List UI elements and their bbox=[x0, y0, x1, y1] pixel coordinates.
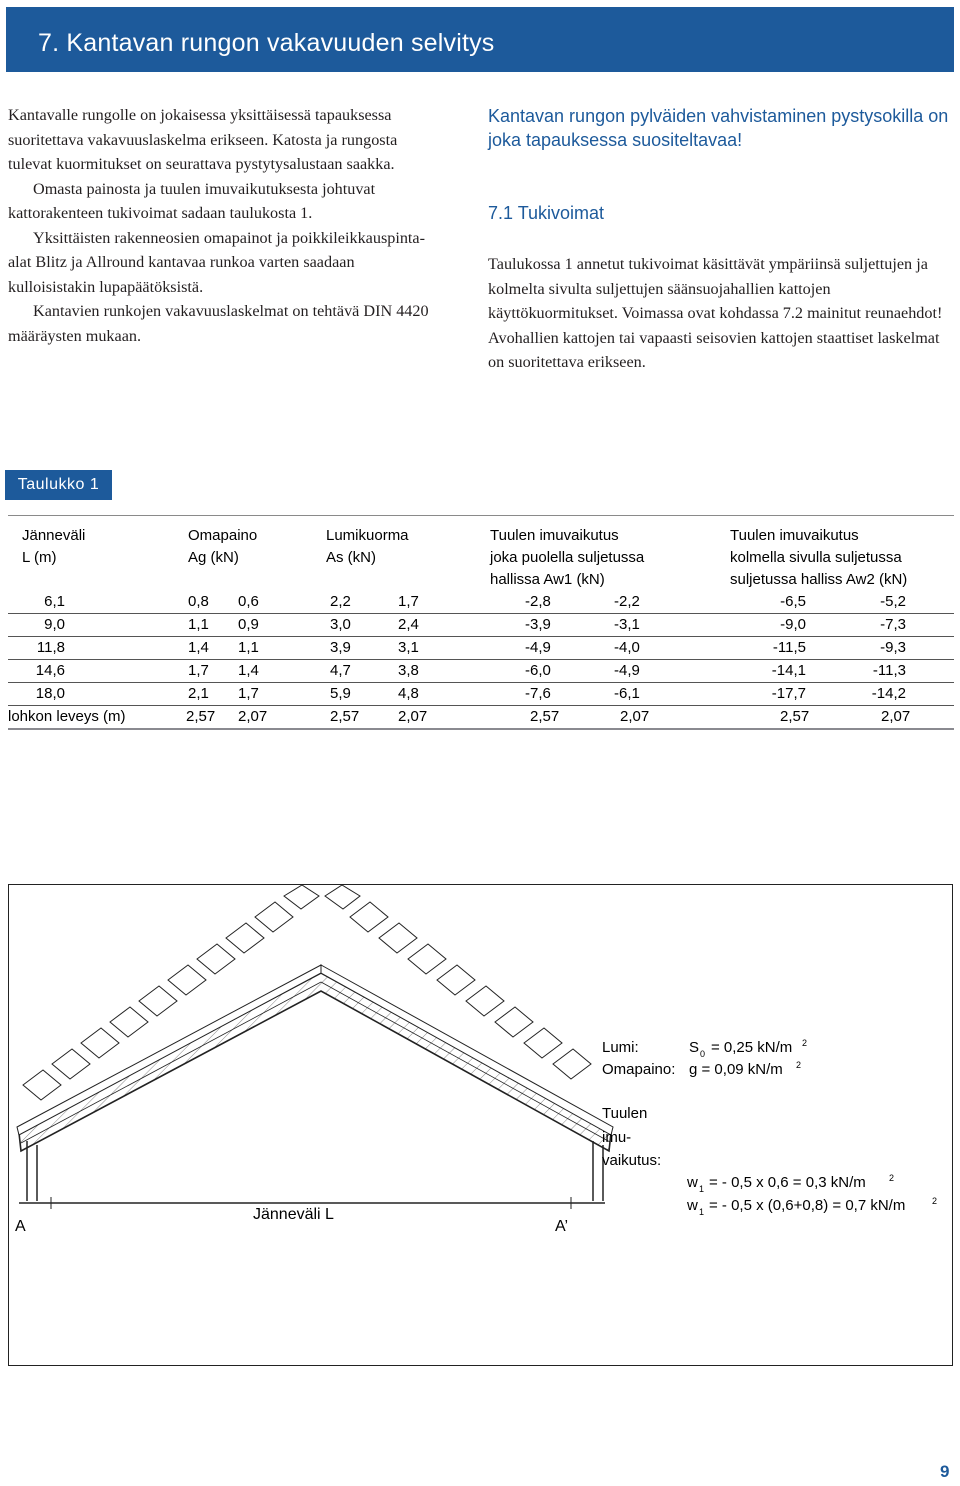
left-paragraph-4: Kantavien runkojen vakavuuslaskelmat on tehtävä DIN 4420 määräysten mukaan. bbox=[8, 302, 429, 345]
page-number: 9 bbox=[940, 1462, 950, 1481]
cell-width-6: 2,07 bbox=[620, 708, 650, 725]
cell-snow-as2: 3,8 bbox=[398, 662, 419, 679]
cell-snow-as: 4,7 bbox=[330, 662, 351, 679]
cell-snow-as2: 4,8 bbox=[398, 685, 419, 702]
header-dead-line-1: Omapaino bbox=[188, 527, 258, 544]
cell-dead-ag2: 0,9 bbox=[238, 616, 259, 633]
header-span bbox=[22, 525, 85, 569]
table-top-rule bbox=[8, 515, 954, 516]
header-snow-line-2: As (kN) bbox=[326, 549, 376, 566]
cell-snow-as: 3,0 bbox=[330, 616, 351, 633]
header-snow-line-1: Lumikuorma bbox=[326, 527, 409, 544]
cell-wind1-b: -3,1 bbox=[614, 616, 640, 633]
cell-span: 18,0 bbox=[35, 685, 65, 702]
cell-span: 14,6 bbox=[35, 662, 65, 679]
table-tag: Taulukko 1 bbox=[5, 470, 112, 500]
w2-symbol: w bbox=[687, 1197, 698, 1214]
cell-wind1-a: -6,0 bbox=[525, 662, 551, 679]
header-wind2-line-2: kolmella sivulla suljetussa bbox=[730, 549, 902, 566]
cell-snow-as2: 3,1 bbox=[398, 639, 419, 656]
cell-wind2-b: -11,3 bbox=[872, 662, 906, 679]
cell-wind2-a: -9,0 bbox=[780, 616, 806, 633]
tuulen-label: Tuulen bbox=[602, 1105, 648, 1122]
left-paragraph-3: Yksittäisten rakenneosien omapainot ja poikkileikkauspinta-alat Blitz ja Allround kantavaa runkoa varten saadaan kulloisistakin lupapäätöksistä. bbox=[8, 228, 426, 296]
left-column bbox=[8, 103, 438, 348]
table-row bbox=[8, 683, 954, 706]
table-row bbox=[8, 660, 954, 683]
span-label: Jänneväli L bbox=[253, 1206, 334, 1223]
page-title: 7. Kantavan rungon vakavuuden selvitys bbox=[38, 29, 495, 57]
cell-dead-ag2: 0,6 bbox=[238, 593, 259, 610]
w1-subscript: 1 bbox=[699, 1184, 705, 1194]
lumi-label: Lumi: bbox=[602, 1039, 639, 1056]
header-wind1-line-1: Tuulen imuvaikutus bbox=[490, 527, 619, 544]
cell-wind2-b: -9,3 bbox=[880, 639, 906, 656]
end-posts bbox=[27, 1141, 603, 1201]
snow-unit-sup: 2 bbox=[802, 1038, 808, 1048]
left-paragraph-2: Omasta painosta ja tuulen imuvaikutuksesta johtuvat kattorakenteen tukivoimat sadaan taulukosta 1. bbox=[8, 179, 376, 222]
cell-wind2-a: -6,5 bbox=[780, 593, 806, 610]
cell-dead-ag: 1,7 bbox=[188, 662, 209, 679]
header-snow-load bbox=[326, 525, 409, 569]
load-legend bbox=[602, 1038, 937, 1217]
cell-snow-as: 2,2 bbox=[330, 593, 351, 610]
cell-wind2-a: -14,1 bbox=[771, 662, 806, 679]
roof-diagram-frame bbox=[8, 884, 953, 1366]
header-wind2-line-1: Tuulen imuvaikutus bbox=[730, 527, 859, 544]
cell-wind1-a: -2,8 bbox=[525, 593, 551, 610]
wind1-unit-sup: 2 bbox=[889, 1173, 895, 1183]
header-wind-1 bbox=[490, 525, 644, 591]
omapaino-label: Omapaino: bbox=[602, 1061, 676, 1078]
cell-width-1: 2,57 bbox=[186, 708, 216, 725]
dead-unit-sup: 2 bbox=[796, 1060, 802, 1070]
cell-width-2: 2,07 bbox=[238, 708, 268, 725]
cell-snow-as2: 2,4 bbox=[398, 616, 419, 633]
header-wind2-line-3: suljetussa halliss Aw2 (kN) bbox=[730, 571, 908, 588]
label-a-prime: A’ bbox=[555, 1218, 569, 1235]
cell-dead-ag: 1,1 bbox=[188, 616, 209, 633]
cell-wind2-b: -14,2 bbox=[871, 685, 906, 702]
header-dead-line-2: Ag (kN) bbox=[188, 549, 239, 566]
header-wind1-line-3: hallissa Aw1 (kN) bbox=[490, 571, 605, 588]
cell-dead-ag2: 1,7 bbox=[238, 685, 259, 702]
roof-diagram bbox=[9, 885, 954, 1367]
cell-snow-as: 3,9 bbox=[330, 639, 351, 656]
roof-truss bbox=[19, 973, 611, 1151]
cell-width-label: lohkon leveys (m) bbox=[8, 708, 126, 725]
s-subscript: 0 bbox=[700, 1049, 706, 1059]
cell-span: 6,1 bbox=[44, 593, 65, 610]
cell-width-8: 2,07 bbox=[881, 708, 911, 725]
cell-width-4: 2,07 bbox=[398, 708, 428, 725]
header-bar bbox=[6, 7, 954, 72]
header-span-line-2: L (m) bbox=[22, 549, 57, 566]
cell-wind1-a: -7,6 bbox=[525, 685, 551, 702]
cell-wind1-b: -2,2 bbox=[614, 593, 640, 610]
right-paragraph: Taulukossa 1 annetut tukivoimat käsittävät ympäriinsä suljettujen ja kolmelta sivulta suljettujen säänsuojahallien kattojen käyttökuormitukset. Voimassa ovat kohdassa 7.2 mainitut reunaehdot! Avohallien kattojen tai vapaasti seisovien kattojen staattiset laskelmat on suoritettava erikseen. bbox=[488, 255, 943, 371]
cell-width-7: 2,57 bbox=[780, 708, 810, 725]
table-row bbox=[8, 614, 954, 637]
w2-subscript: 1 bbox=[699, 1207, 705, 1217]
cell-dead-ag: 1,4 bbox=[188, 639, 209, 656]
imu-label: imu- bbox=[602, 1129, 632, 1146]
vaikutus-label: vaikutus: bbox=[602, 1152, 662, 1169]
cell-dead-ag2: 1,4 bbox=[238, 662, 259, 679]
wind2-unit-sup: 2 bbox=[932, 1196, 938, 1206]
cell-wind1-b: -4,9 bbox=[614, 662, 640, 679]
cell-wind2-a: -11,5 bbox=[772, 639, 806, 656]
cell-dead-ag: 2,1 bbox=[188, 685, 209, 702]
cell-snow-as: 5,9 bbox=[330, 685, 351, 702]
cell-dead-ag: 0,8 bbox=[188, 593, 209, 610]
cell-wind1-a: -4,9 bbox=[525, 639, 551, 656]
cell-wind1-b: -4,0 bbox=[614, 639, 640, 656]
cell-wind2-b: -7,3 bbox=[880, 616, 906, 633]
cell-wind1-a: -3,9 bbox=[525, 616, 551, 633]
cell-snow-as2: 1,7 bbox=[398, 593, 419, 610]
table-row bbox=[8, 637, 954, 660]
cell-span: 11,8 bbox=[36, 639, 65, 656]
label-a: A bbox=[15, 1218, 26, 1235]
cell-width-3: 2,57 bbox=[330, 708, 360, 725]
cell-width-5: 2,57 bbox=[530, 708, 560, 725]
s-symbol: S bbox=[689, 1039, 700, 1056]
right-column bbox=[488, 252, 956, 375]
section-title: 7.1 Tukivoimat bbox=[488, 203, 605, 223]
cell-wind2-a: -17,7 bbox=[771, 685, 806, 702]
wind-value-2: = - 0,5 x (0,6+0,8) = 0,7 kN/m bbox=[709, 1197, 906, 1214]
cell-wind2-b: -5,2 bbox=[880, 593, 906, 610]
wind-value-1: = - 0,5 x 0,6 = 0,3 kN/m bbox=[709, 1174, 866, 1191]
dead-value: g = 0,09 kN/m bbox=[689, 1061, 783, 1078]
table-row bbox=[8, 591, 954, 614]
cell-span: 9,0 bbox=[44, 616, 65, 633]
snow-value: = 0,25 kN/m bbox=[711, 1039, 793, 1056]
header-wind1-line-2: joka puolella suljetussa bbox=[490, 549, 645, 566]
w1-symbol: w bbox=[687, 1174, 698, 1191]
right-highlight: Kantavan rungon pylväiden vahvistaminen pystysokilla on joka tapauksessa suositeltavaa! bbox=[488, 106, 949, 150]
table-row-widths bbox=[8, 706, 954, 730]
header-span-line-1: Jänneväli bbox=[22, 527, 86, 544]
cell-dead-ag2: 1,1 bbox=[238, 639, 259, 656]
header-dead-load bbox=[188, 525, 257, 569]
left-paragraph-1: Kantavalle rungolle on jokaisessa yksittäisessä tapauksessa suoritettava vakavuuslaskelma erikseen. Katosta ja rungosta tulevat kuormitukset on seurattava pystytysalustaan saakka. bbox=[8, 106, 398, 173]
header-wind-2 bbox=[730, 525, 907, 591]
cell-wind1-b: -6,1 bbox=[614, 685, 640, 702]
